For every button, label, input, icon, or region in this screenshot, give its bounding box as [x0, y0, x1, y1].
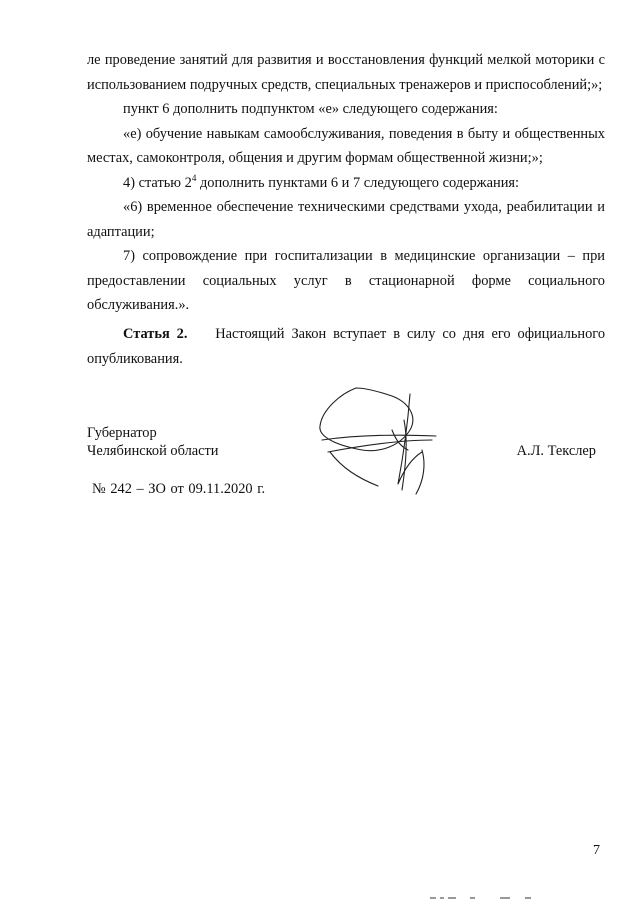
position-title: Губернатор	[87, 425, 157, 441]
article-2	[87, 322, 605, 371]
item-4-text-start: 4) статью 2	[123, 174, 192, 191]
paragraph-point-7-new: 7) сопровождение при госпитализации в медицинские организации – при предоставлении социальных услуг в стационарной форме социального обслуживания.».	[87, 248, 605, 313]
paragraph-item-4	[87, 171, 605, 196]
item-4-text-end: дополнить пунктами 6 и 7 следующего содержания:	[196, 174, 520, 191]
article-superscript: 4	[191, 172, 197, 183]
position-region: Челябинской области	[87, 443, 219, 459]
law-number-date: № 242 – ЗО от 09.11.2020 г.	[92, 481, 266, 497]
signatory-position	[87, 424, 219, 460]
paragraph-point-6: пункт 6 дополнить подпунктом «е» следующего содержания:	[123, 101, 498, 117]
article-2-text: Настоящий Закон вступает в силу со дня его официального опубликования.	[87, 326, 606, 367]
handwritten-signature	[300, 380, 450, 500]
article-2-heading: Статья 2.	[123, 326, 188, 342]
signatory-name: А.Л. Текслер	[516, 443, 596, 459]
paragraph-subpoint-e: «е) обучение навыкам самообслуживания, поведения в быту и общественных местах, самоконтроля, общения и другим формам общественной жизни;»;	[87, 125, 605, 166]
scan-artifact-marks	[430, 895, 580, 901]
document-body	[87, 48, 605, 318]
paragraph-point-6-new: «6) временное обеспечение техническими средствами ухода, реабилитации и адаптации;	[87, 199, 605, 240]
page-number: 7	[593, 843, 600, 858]
paragraph-continuation: ле проведение занятий для развития и восстановления функций мелкой моторики с использованием подручных средств, специальных тренажеров и приспособлений;»;	[87, 52, 605, 93]
